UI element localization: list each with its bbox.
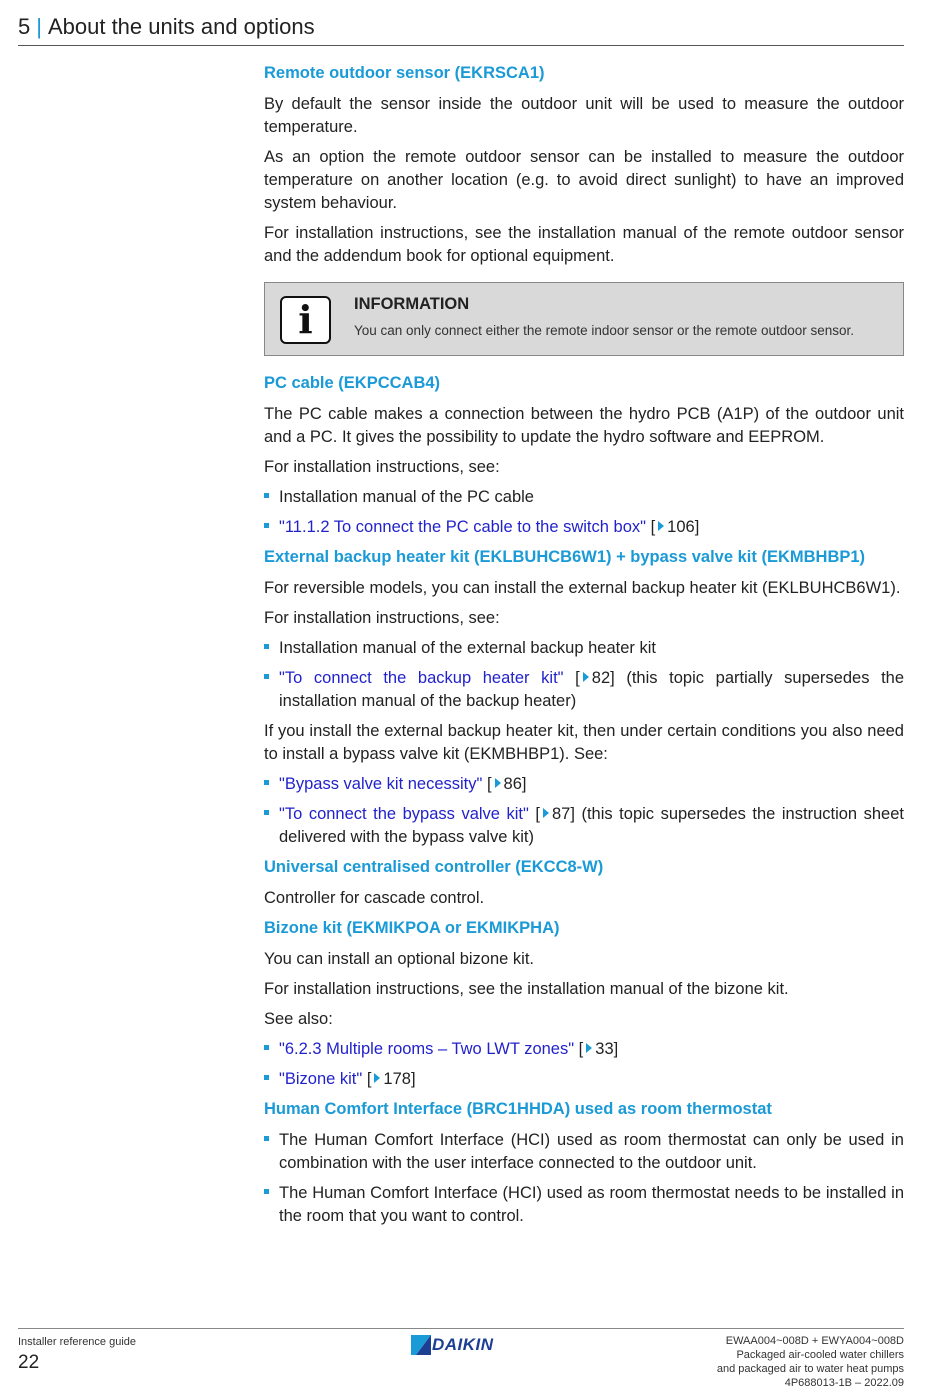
footer-model: EWAA004~008D + EWYA004~008D — [725, 1335, 904, 1347]
list-item: Installation manual of the PC cable — [264, 486, 904, 509]
page-ref-arrow-icon — [495, 778, 501, 788]
heading-bizone-kit: Bizone kit (EKMIKPOA or EKMIKPHA) — [264, 919, 560, 937]
list-item: "6.2.3 Multiple rooms – Two LWT zones" [ 33] — [264, 1038, 904, 1061]
page-number: 22 — [18, 1352, 40, 1373]
list-item: "Bizone kit" [ 178] — [264, 1068, 904, 1091]
chapter-title: About the units and options — [47, 14, 315, 39]
daikin-logo-text: DAIKIN — [432, 1335, 494, 1354]
page-ref-arrow-icon — [374, 1073, 380, 1083]
heading-human-comfort-interface: Human Comfort Interface (BRC1HHDA) used as room thermostat — [264, 1100, 772, 1118]
heading-backup-heater-kit: External backup heater kit (EKLBUHCB6W1) + bypass valve kit (EKMBHBP1) — [264, 548, 866, 566]
cross-reference-link[interactable]: "6.2.3 Multiple rooms – Two LWT zones" — [279, 1040, 575, 1058]
footer-doc-type: Installer reference guide — [18, 1336, 137, 1348]
page-header — [18, 14, 904, 46]
bullet-icon — [264, 810, 269, 815]
paragraph: As an option the remote outdoor sensor can be installed to measure the outdoor temperature on another location (e.g. to avoid direct sunlight) to have an improved system behaviour. — [264, 148, 904, 212]
bullet-icon — [264, 674, 269, 679]
paragraph: By default the sensor inside the outdoor unit will be used to measure the outdoor temperature. — [264, 95, 904, 136]
info-icon: i — [280, 296, 331, 344]
bullet-list — [264, 637, 904, 713]
list-item: The Human Comfort Interface (HCI) used as room thermostat needs to be installed in the room that you want to control. — [264, 1182, 904, 1228]
page-ref-arrow-icon — [586, 1043, 592, 1053]
page-ref-arrow-icon — [543, 808, 549, 818]
bullet-list — [264, 1129, 904, 1228]
heading-pc-cable: PC cable (EKPCCAB4) — [264, 374, 441, 392]
daikin-logo — [410, 1334, 520, 1356]
heading-centralised-controller: Universal centralised controller (EKCC8-W) — [264, 858, 604, 876]
paragraph: For installation instructions, see the installation manual of the bizone kit. — [264, 980, 789, 998]
bullet-icon — [264, 1075, 269, 1080]
bullet-list — [264, 773, 904, 849]
list-item: The Human Comfort Interface (HCI) used as room thermostat can only be used in combination with the user interface connected to the outdoor unit. — [264, 1129, 904, 1175]
list-item: "To connect the backup heater kit" [ 82] (this topic partially supersedes the installation manual of the backup heater) — [264, 667, 904, 713]
list-item: "To connect the bypass valve kit" [ 87] (this topic supersedes the instruction sheet delivered with the bypass valve kit) — [264, 803, 904, 849]
main-content — [264, 58, 904, 1235]
footer-description: and packaged air to water heat pumps — [716, 1363, 904, 1375]
bullet-icon — [264, 1136, 269, 1141]
paragraph: For installation instructions, see: — [264, 609, 500, 627]
bullet-icon — [264, 644, 269, 649]
cross-reference-link[interactable]: "To connect the bypass valve kit" — [279, 805, 529, 823]
paragraph: Controller for cascade control. — [264, 889, 485, 907]
header-divider: | — [36, 14, 42, 39]
footer-doc-code: 4P688013-1B – 2022.09 — [784, 1377, 904, 1388]
bullet-icon — [264, 780, 269, 785]
info-title: INFORMATION — [354, 295, 470, 313]
bullet-list — [264, 486, 904, 539]
cross-reference-link[interactable]: "To connect the backup heater kit" — [279, 669, 564, 687]
bullet-list — [264, 1038, 904, 1091]
paragraph: If you install the external backup heater kit, then under certain conditions you also need to install a bypass valve kit (EKMBHBP1). See: — [264, 722, 904, 763]
bullet-icon — [264, 523, 269, 528]
cross-reference-link[interactable]: "Bypass valve kit necessity" — [279, 775, 483, 793]
paragraph: For reversible models, you can install the external backup heater kit (EKLBUHCB6W1). — [264, 579, 901, 597]
list-item: "11.1.2 To connect the PC cable to the switch box" [ 106] — [264, 516, 904, 539]
page-ref-arrow-icon — [658, 521, 664, 531]
cross-reference-link[interactable]: "Bizone kit" — [279, 1070, 363, 1088]
paragraph: For installation instructions, see: — [264, 458, 500, 476]
daikin-logo-mark-icon — [410, 1334, 432, 1356]
paragraph: For installation instructions, see the installation manual of the remote outdoor sensor and the addendum book for optional equipment. — [264, 224, 904, 265]
cross-reference-link[interactable]: "11.1.2 To connect the PC cable to the switch box" — [279, 518, 646, 536]
bullet-icon — [264, 1189, 269, 1194]
information-box — [264, 282, 904, 356]
paragraph: You can install an optional bizone kit. — [264, 950, 534, 968]
paragraph: The PC cable makes a connection between the hydro PCB (A1P) of the outdoor unit and a PC. It gives the possibility to update the hydro software and EEPROM. — [264, 405, 904, 446]
heading-remote-outdoor-sensor: Remote outdoor sensor (EKRSCA1) — [264, 64, 545, 82]
footer-product-info — [717, 1334, 904, 1388]
bullet-icon — [264, 1045, 269, 1050]
footer-divider — [18, 1328, 904, 1329]
info-text: You can only connect either the remote indoor sensor or the remote outdoor sensor. — [354, 323, 855, 338]
list-item: Installation manual of the external backup heater kit — [264, 637, 904, 660]
bullet-icon — [264, 493, 269, 498]
footer-description: Packaged air-cooled water chillers — [736, 1349, 904, 1361]
page-ref-arrow-icon — [583, 672, 589, 682]
paragraph: See also: — [264, 1010, 333, 1028]
list-item: "Bypass valve kit necessity" [ 86] — [264, 773, 904, 796]
chapter-number: 5 — [18, 14, 31, 39]
